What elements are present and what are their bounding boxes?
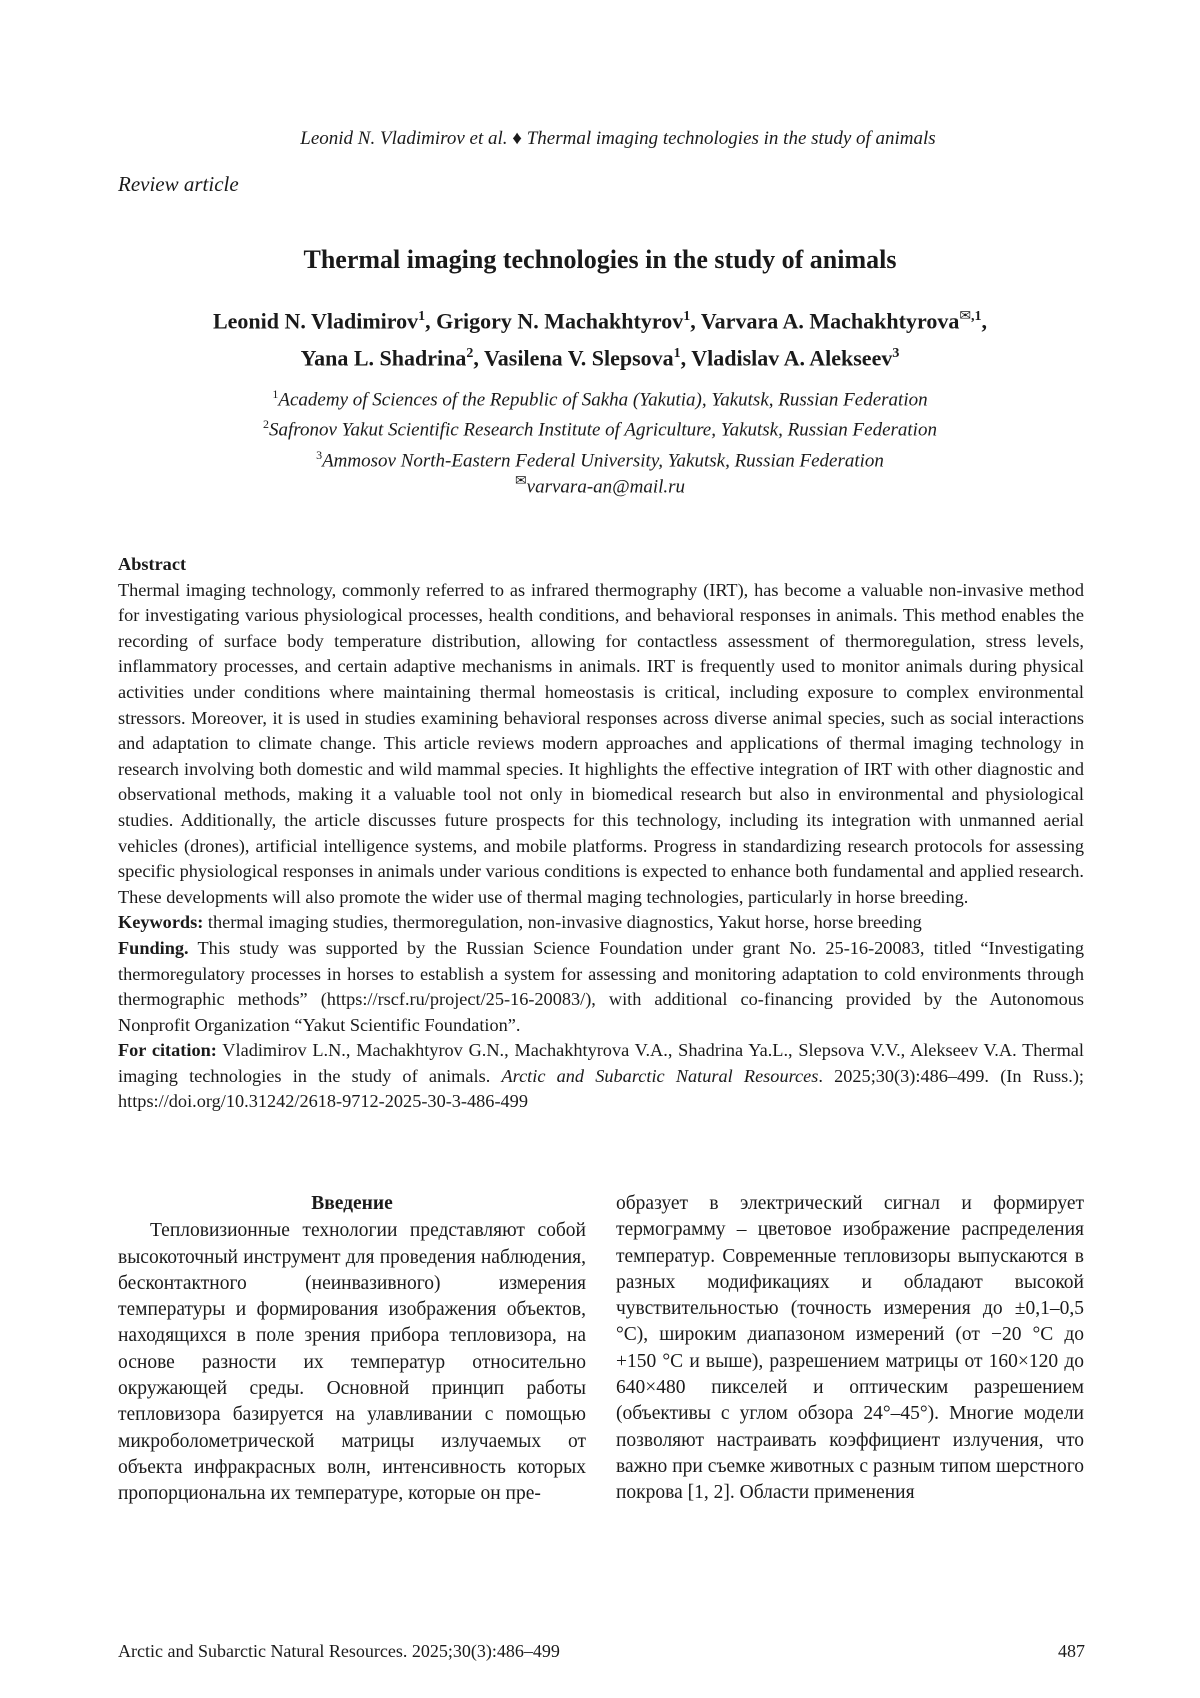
footer-journal-ref: Arctic and Subarctic Natural Resources. 2025;30(3):486–499 (118, 1641, 560, 1661)
body-column-right (616, 1191, 1084, 1507)
author-name: Grigory N. Machakhtyrov (436, 308, 684, 334)
affiliations (0, 382, 1200, 473)
funding: Funding. This study was supported by the Russian Science Foundation under grant No. 25-16-20083, titled “Investigating thermoregulatory processes in horses to establish a system for assessing and monitoring adaptation to cold environments through thermographic methods” (https://rscf.ru/project/25-16-20083/), with additional co-financing provided by the Autonomous Nonprofit Organization “Yakut Scientific Foundation”. (118, 937, 1084, 1035)
body-paragraph: Тепловизионные технологии представляют собой высокоточный инструмент для проведения наблюдения, бесконтактного (неинвазивного) измерения температуры и формирования изображения объектов, находящихся в поле зрения прибора тепловизора, на основе разности их температур относительно окружающей среды. Основной принцип работы тепловизора базируется на улавливании с помощью микроболометрической матрицы излучаемых от объекта инфракрасных волн, интенсивность которых пропорциональна их температуре, которые он пре- (118, 1220, 586, 1505)
author-affil-sup: 2 (466, 346, 474, 362)
author-affil-sup: ✉,1 (959, 309, 982, 324)
abstract-text: Thermal imaging technology, commonly referred to as infrared thermography (IRT), has become a valuable non-invasive method for investigating various physiological processes, health conditions, and behavioral responses in animals. This method enables the recording of surface body temperature distribution, allowing for contactless assessment of thermoregulation, stress levels, inflammatory processes, and certain adaptive mechanisms in animals. IRT is frequently used to monitor animals during physical activities under conditions where maintaining thermal homeostasis is critical, including exposure to complex environmental stressors. Moreover, it is used in studies examining behavioral responses across diverse animal species, such as social interactions and adaptation to climate change. This article reviews modern approaches and applications of thermal imaging technology in research involving both domestic and wild mammal species. It highlights the effective integration of IRT with other diagnostic and observational methods, making it a valuable tool not only in biomedical research but also in environmental and physiological studies. Additionally, the article discusses future prospects for this technology, including its integration with unmanned aerial vehicles (drones), artificial intelligence systems, and mobile platforms. Progress in standardizing research protocols for assessing specific physiological responses in animals under various conditions is expected to enhance both fundamental and applied research. These developments will also promote the wider use of thermal maging technologies, particularly in horse breeding. (118, 579, 1084, 907)
affiliation-line: $^1$Academy of Sciences of the Republic of Sakha (Yakutia), Yakutsk, Russian Federation (272, 387, 928, 411)
keywords: Keywords: thermal imaging studies, thermoregulation, non-invasive diagnostics, Yakut horse, horse breeding (118, 912, 922, 933)
abstract-heading: Abstract (118, 554, 187, 574)
body-column-left (118, 1191, 586, 1508)
envelope-icon: ✉ (514, 474, 527, 489)
author-name: Leonid N. Vladimirov (212, 308, 419, 334)
author-name: Vasilena V. Slepsova (483, 345, 674, 371)
corresponding-email (0, 473, 1200, 498)
author-affil-sup: 1 (673, 346, 681, 362)
email-link[interactable]: varvara-an@mail.ru (526, 476, 686, 498)
affiliation-line: $^3$Ammosov North-Eastern Federal University, Yakutsk, Russian Federation (316, 447, 884, 471)
article-type: Review article (118, 172, 239, 196)
author-list: Leonid N. Vladimirov$^1$, Grigory N. Machakhtyrov$^1$, Varvara A. Machakhtyrova$^{✉,1}$, Yana L. Shadrina$^2$, Vasilena V. Slepsova$^1$, Vladislav A. Alekseev$^3$ (212, 308, 988, 371)
affiliation-line: $^2$Safronov Yakut Scientific Research Institute of Agriculture, Yakutsk, Russian Federation (263, 417, 937, 441)
author-affil-sup: 1 (683, 309, 691, 324)
abstract-section (118, 552, 1084, 1115)
author-affil-sup: 3 (892, 346, 900, 362)
section-heading: Введение (311, 1193, 393, 1214)
body-paragraph: образует в электрический сигнал и формирует термограмму – цветовое изображение распределения температур. Современные тепловизоры выпускаются в разных модификациях и обладают высокой чувствительностью (точность измерения до ±0,1–0,5 °C), широким диапазоном измерений (от −20 °C до +150 °C и выше), разрешением матрицы от 160×120 до 640×480 пикселей и оптическим разрешением (объективы с углом обзора 24°–45°). Многие модели позволяют настраивать коэффициент излучения, что важно при съемке животных с разным типом шерстного покрова [1, 2]. Области применения (616, 1193, 1084, 1504)
page-number: 487 (1058, 1641, 1085, 1661)
envelope-icon: ✉ (959, 309, 972, 324)
citation: For citation: Vladimirov L.N., Machakhtyrov G.N., Machakhtyrova V.A., Shadrina Ya.L., Slepsova V.V., Alekseev V.A. Thermal imaging technologies in the study of animals. Arctic and Subarctic Natural Resources. 2025;30(3):486–499. (In Russ.); https://doi.org/10.31242/2618-9712-2025-30-3-486-499 (118, 1040, 1085, 1112)
author-affil-sup: 1 (418, 309, 426, 324)
author-name: Yana L. Shadrina (300, 345, 467, 371)
author-name: Vladislav A. Alekseev (691, 345, 893, 371)
article-title: Thermal imaging technologies in the study of animals (303, 245, 897, 274)
running-head: Leonid N. Vladimirov et al. ♦ Thermal imaging technologies in the study of animals (300, 128, 936, 149)
author-name: Varvara A. Machakhtyrova (700, 308, 960, 334)
